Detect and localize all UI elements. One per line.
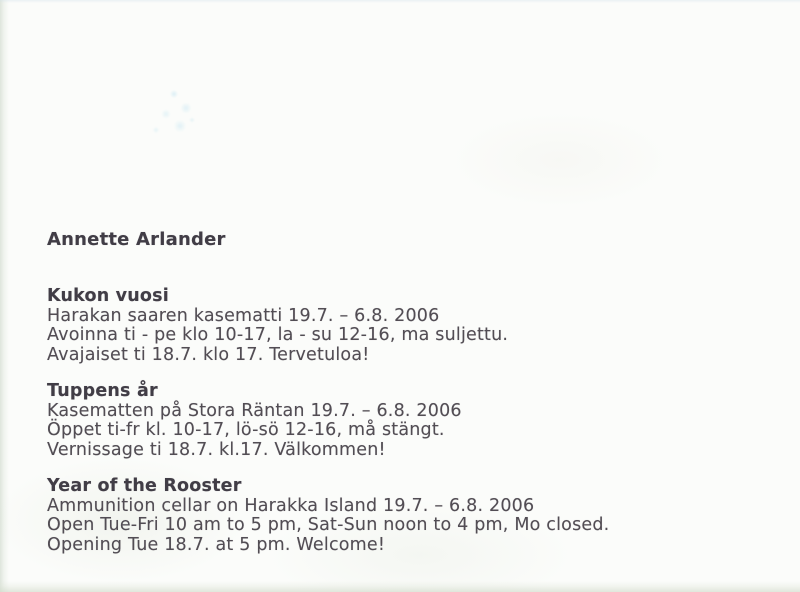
- card-text-block: [47, 230, 747, 572]
- hours-line-finnish: Avoinna ti - pe klo 10-17, la - su 12-16, ma suljettu.: [47, 325, 509, 345]
- venue-line-swedish: Kasematten på Stora Räntan 19.7. – 6.8. 2006: [47, 400, 462, 421]
- scan-edge-top: [0, 0, 800, 3]
- section-finnish: [47, 287, 747, 365]
- hours-line-english: Open Tue-Fri 10 am to 5 pm, Sat-Sun noon to 4 pm, Mo closed.: [47, 515, 610, 535]
- blue-ink-smudge: [136, 80, 200, 142]
- section-title-finnish: Kukon vuosi: [47, 286, 169, 306]
- opening-line-finnish: Avajaiset ti 18.7. klo 17. Tervetuloa!: [47, 344, 370, 365]
- opening-line-swedish: Vernissage ti 18.7. kl.17. Välkommen!: [47, 439, 386, 460]
- scan-edge-left: [0, 0, 9, 592]
- hours-line-swedish: Öppet ti-fr kl. 10-17, lö-sö 12-16, må stängt.: [47, 420, 445, 440]
- opening-line-english: Opening Tue 18.7. at 5 pm. Welcome!: [47, 534, 386, 555]
- scan-edge-bottom: [0, 581, 800, 592]
- section-title-swedish: Tuppens år: [47, 381, 158, 401]
- section-english: [47, 477, 747, 555]
- author-name: Annette Arlander: [47, 229, 226, 250]
- section-title-english: Year of the Rooster: [47, 476, 242, 496]
- section-swedish: [47, 382, 747, 460]
- venue-line-finnish: Harakan saaren kasematti 19.7. – 6.8. 2006: [47, 305, 440, 326]
- venue-line-english: Ammunition cellar on Harakka Island 19.7. – 6.8. 2006: [47, 495, 535, 516]
